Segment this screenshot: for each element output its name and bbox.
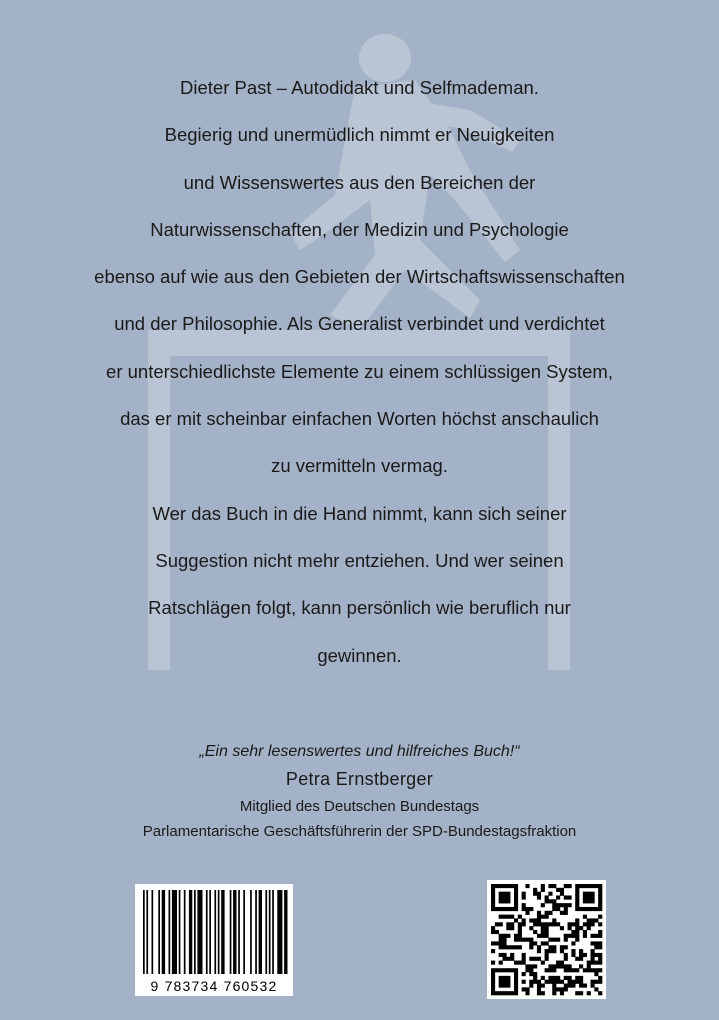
qr-code-icon bbox=[487, 880, 606, 999]
endorsement bbox=[40, 740, 679, 844]
blurb-line: Dieter Past – Autodidakt und Selfmademan. bbox=[180, 77, 539, 98]
blurb-line: er unterschiedlichste Elemente zu einem schlüssigen System, bbox=[106, 360, 613, 382]
blurb-line: und Wissenswertes aus den Bereichen der bbox=[183, 171, 536, 193]
blurb-line: Ratschlägen folgt, kann persönlich wie beruflich nur bbox=[148, 597, 571, 619]
blurb-line: zu vermitteln vermag. bbox=[271, 455, 448, 477]
blurb-line: Suggestion nicht mehr entziehen. Und wer seinen bbox=[155, 549, 564, 571]
endorsement-role-2: Parlamentarische Geschäftsführerin der SPD-Bundestagsfraktion bbox=[142, 823, 577, 840]
blurb-line: und der Philosophie. Als Generalist verbindet und verdichtet bbox=[114, 313, 605, 335]
blurb-line: Begierig und unermüdlich nimmt er Neuigkeiten bbox=[164, 124, 555, 146]
blurb-text bbox=[40, 68, 679, 683]
isbn-digits: 9 783734 760532 bbox=[150, 978, 278, 994]
blurb-line: Wer das Buch in die Hand nimmt, kann sich seiner bbox=[152, 502, 567, 524]
qr-code bbox=[487, 880, 606, 999]
blurb-line: Naturwissenschaften, der Medizin und Psychologie bbox=[150, 218, 569, 240]
endorsement-quote: „Ein sehr lesenswertes und hilfreiches Buch!“ bbox=[199, 743, 520, 760]
blurb-line: gewinnen. bbox=[317, 644, 402, 666]
isbn-barcode bbox=[135, 884, 293, 996]
endorsement-role-1: Mitglied des Deutschen Bundestags bbox=[239, 798, 480, 815]
blurb-line: das er mit scheinbar einfachen Worten höchst anschaulich bbox=[120, 408, 599, 430]
endorsement-author: Petra Ernstberger bbox=[285, 769, 434, 789]
blurb-line: ebenso auf wie aus den Gebieten der Wirtschaftswissenschaften bbox=[94, 266, 625, 288]
